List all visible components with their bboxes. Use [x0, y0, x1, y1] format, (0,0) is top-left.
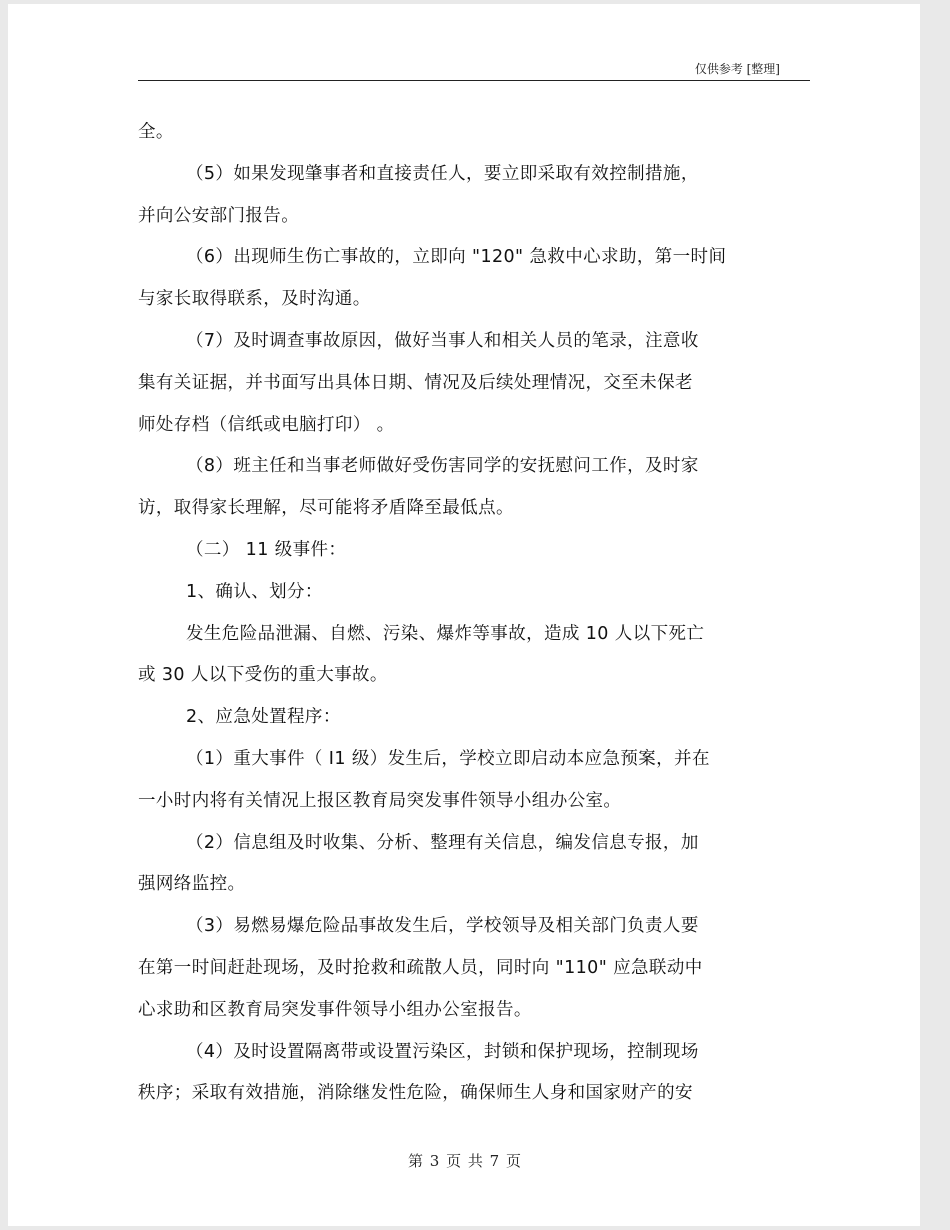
text-line: （6）出现师生伤亡事故的，立即向 "120" 急救中心求助，第一时间 — [186, 247, 727, 268]
text-line: 与家长取得联系，及时沟通。 — [138, 289, 371, 310]
text-line: 或 30 人以下受伤的重大事故。 — [138, 665, 388, 686]
page-header: 仅供参考 [整理] — [694, 62, 780, 76]
text-line: 强网络监控。 — [138, 874, 246, 895]
text-line: 全。 — [138, 122, 174, 142]
text-line: （4）及时设置隔离带或设置污染区，封锁和保护现场，控制现场 — [186, 1041, 699, 1062]
text-line: （8）班主任和当事老师做好受伤害同学的安抚慰问工作，及时家 — [186, 456, 699, 477]
text-line: 访，取得家长理解，尽可能将矛盾降至最低点。 — [138, 498, 514, 519]
text-line: （二） 11 级事件： — [186, 539, 347, 560]
text-line: 一小时内将有关情况上报区教育局突发事件领导小组办公室。 — [138, 790, 622, 811]
text-line: 1、确认、划分： — [186, 581, 323, 602]
text-line: （7）及时调查事故原因，做好当事人和相关人员的笔录，注意收 — [186, 330, 699, 351]
text-line: （3）易燃易爆危险品事故发生后，学校领导及相关部门负责人要 — [186, 916, 699, 937]
text-line: 秩序；采取有效措施，消除继发性危险，确保师生人身和国家财产的安 — [138, 1083, 693, 1104]
text-line: 发生危险品泄漏、自燃、污染、爆炸等事故，造成 10 人以下死亡 — [186, 623, 705, 644]
text-line: 在第一时间赶赴现场，及时抢救和疏散人员，同时向 "110" 应急联动中 — [138, 957, 703, 978]
text-line: （2）信息组及时收集、分析、整理有关信息，编发信息专报，加 — [186, 832, 699, 853]
header-divider — [138, 80, 810, 81]
text-line: 心求助和区教育局突发事件领导小组办公室报告。 — [138, 999, 532, 1020]
text-line: 2、应急处置程序： — [186, 707, 341, 728]
document-page — [8, 4, 920, 1226]
text-line: （5）如果发现肇事者和直接责任人，要立即采取有效控制措施， — [186, 163, 699, 184]
text-line: （1）重大事件（ I1 级）发生后，学校立即启动本应急预案，并在 — [186, 748, 710, 769]
text-line: 集有关证据，并书面写出具体日期、情况及后续处理情况，交至未保老 — [138, 372, 693, 393]
body-text — [138, 112, 818, 1115]
page-footer: 第 3 页 共 7 页 — [408, 1152, 522, 1170]
text-line: 并向公安部门报告。 — [138, 205, 300, 226]
text-line: 师处存档（信纸或电脑打印） 。 — [138, 414, 395, 435]
